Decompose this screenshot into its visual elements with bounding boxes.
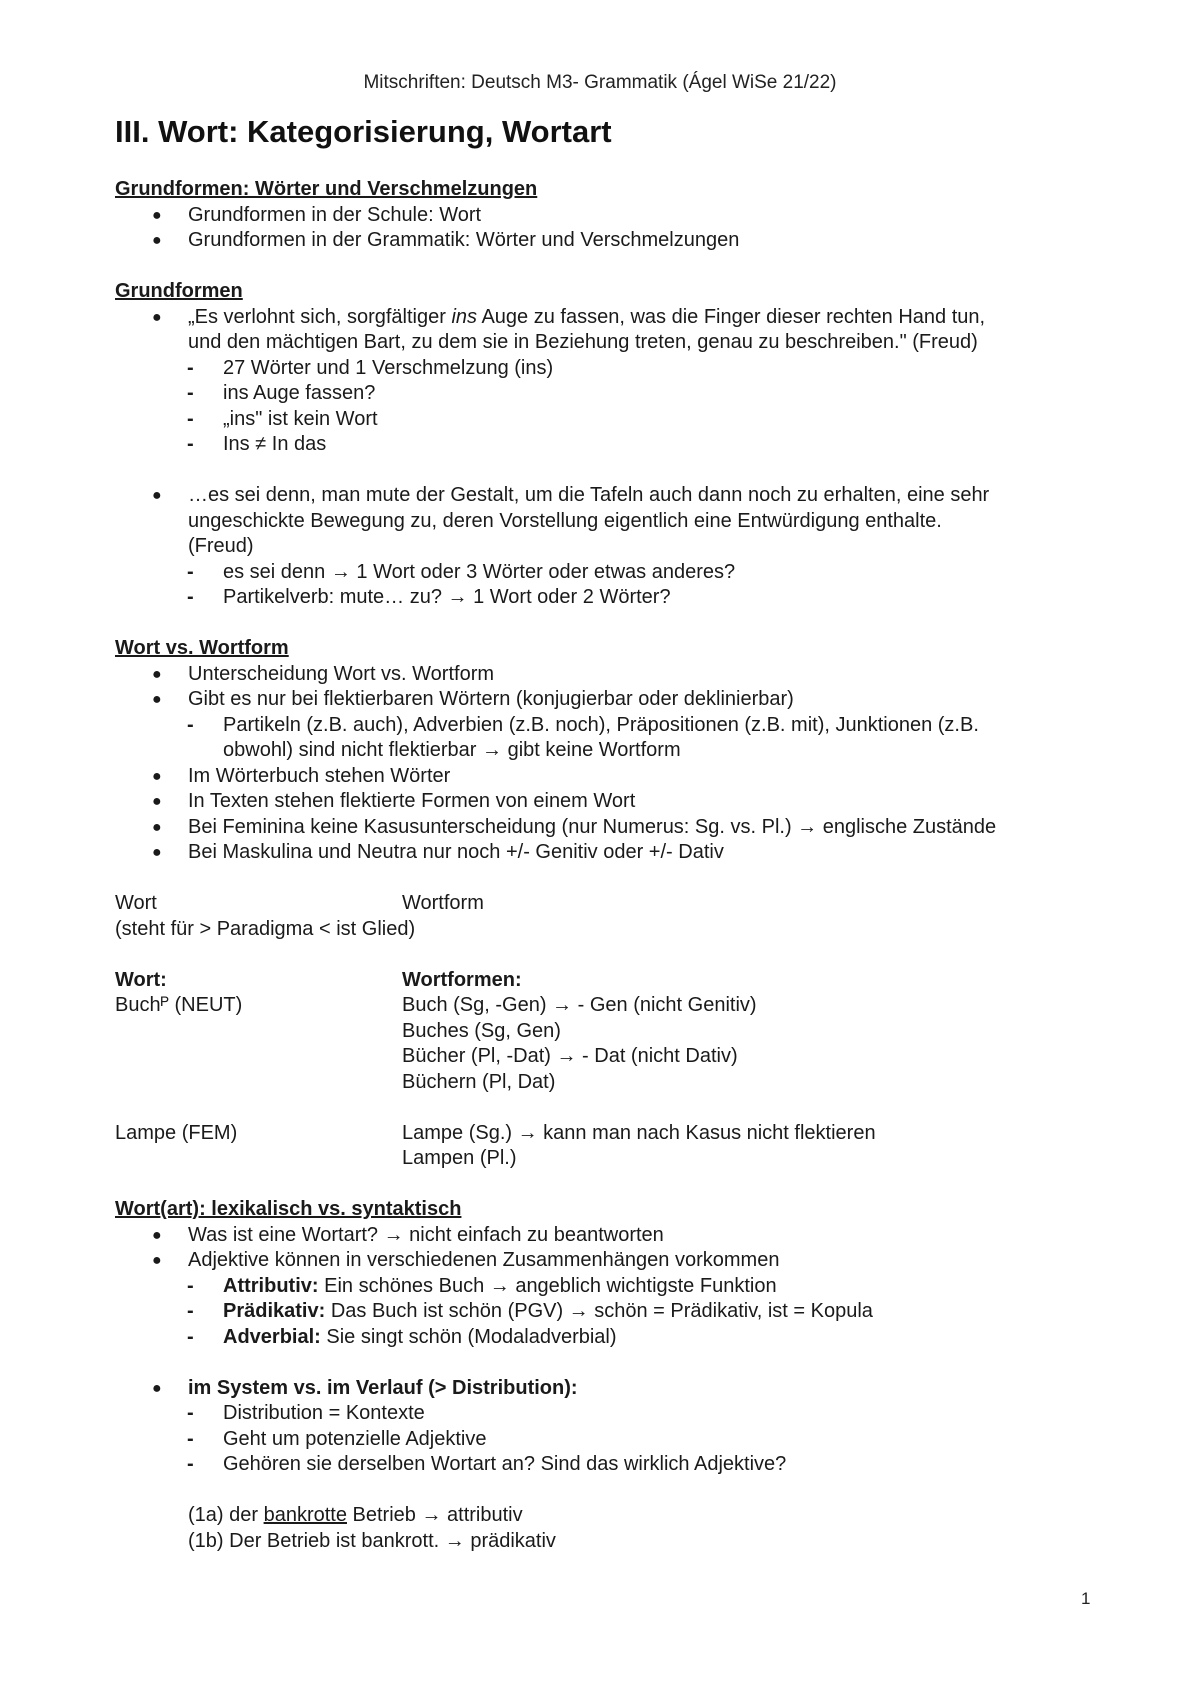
page-title: III. Wort: Kategorisierung, Wortart [115,114,612,149]
wortform-line: Bücher (Pl, -Dat) → - Dat (nicht Dativ) [402,1045,738,1067]
list-item: ● Im Wörterbuch stehen Wörter [152,764,451,787]
bullet-list [115,1223,1115,1274]
dash-list [115,1274,1115,1351]
list-item: ● „Es verlohnt sich, sorgfältiger ins Auge zu fassen, was die Finger dieser rechten Hand tun, und den mächtigen Bart, zu dem sie in Beziehung treten, genau zu beschreiben." (Freud) [152,305,986,353]
document-body [115,112,1115,1554]
wort-wortform-row [115,891,1115,917]
table-cell [402,993,1115,1095]
bullet-list [115,1376,1115,1402]
list-item: ● Adjektive können in verschiedenen Zusammenhängen vorkommen [152,1249,780,1271]
list-item: - Geht um potenzielle Adjektive [187,1427,487,1450]
wortform-line: Lampen (Pl.) [402,1147,517,1169]
wortform-line: Buch (Sg, -Gen) → - Gen (nicht Genitiv) [402,994,757,1016]
dash-list [115,560,1115,611]
list-item: ● Bei Maskulina und Neutra nur noch +/- Genitiv oder +/- Dativ [152,841,724,863]
table-cell: Buchᴾ (NEUT) [115,994,243,1016]
list-item: ● Grundformen in der Grammatik: Wörter und Verschmelzungen [152,229,740,251]
running-header: Mitschriften: Deutsch M3- Grammatik (Ágel WiSe 21/22) [363,72,837,93]
table-header-cell: Wortformen: [402,968,522,991]
wortform-line: Büchern (Pl, Dat) [402,1070,556,1093]
dash-list [115,356,1115,458]
list-item: - Adverbial: Sie singt schön (Modaladverbial) [187,1325,617,1348]
section-heading-wortart: Wort(art): lexikalisch vs. syntaktisch [115,1198,462,1220]
list-item: - Prädikativ: Das Buch ist schön (PGV) → schön = Prädikativ, ist = Kopula [187,1300,873,1322]
bullet-list [115,203,1115,254]
list-item: - Distribution = Kontexte [187,1402,425,1424]
bullet-list [115,662,1115,713]
list-item: - Partikelverb: mute… zu? → 1 Wort oder 2 Wörter? [187,586,671,608]
table-row-lampe [115,1121,1115,1172]
list-item: - Partikeln (z.B. auch), Adverbien (z.B. noch), Präpositionen (z.B. mit), Junktionen (z.B. obwohl) sind nicht flektierbar → gibt keine Wortform [187,713,979,761]
table-cell: Wortform [402,892,484,914]
section-heading-wort-vs-wortform: Wort vs. Wortform [115,637,289,659]
list-item: ● Gibt es nur bei flektierbaren Wörtern (konjugierbar oder deklinierbar) [152,688,794,710]
dash-list [115,713,1115,764]
dash-list [115,1401,1115,1478]
bullet-list [115,483,1115,560]
table-cell: Lampe (FEM) [115,1121,238,1144]
bullet-list [115,305,1115,356]
table-header-row [115,968,1115,994]
table-header-cell: Wort: [115,968,167,991]
example-1b: (1b) Der Betrieb ist bankrott. → prädikativ [188,1529,556,1552]
table-row-buch [115,993,1115,1095]
list-item: - es sei denn → 1 Wort oder 3 Wörter oder etwas anderes? [187,560,736,583]
wortform-line: Buches (Sg, Gen) [402,1019,561,1042]
list-item: ● Grundformen in der Schule: Wort [152,203,482,226]
list-item: ● …es sei denn, man mute der Gestalt, um die Tafeln auch dann noch zu erhalten, eine sehr ungeschickte Bewegung zu, deren Vorstellung eigentlich eine Entwürdigung enthalte. (Freud) [152,484,990,557]
example-1a: (1a) der bankrotte Betrieb → attributiv [188,1504,523,1526]
list-item: ● Unterscheidung Wort vs. Wortform [152,662,495,685]
paradigma-note: (steht für > Paradigma < ist Glied) [115,917,416,940]
list-item: ● In Texten stehen flektierte Formen von einem Wort [152,790,636,812]
bullet-list [115,764,1115,866]
list-item: - „ins" ist kein Wort [187,407,378,430]
list-item: ● Bei Feminina keine Kasusunterscheidung (nur Numerus: Sg. vs. Pl.) → englische Zustände [152,815,997,838]
section-heading-grundformen: Grundformen [115,280,243,302]
wortform-line: Lampe (Sg.) → kann man nach Kasus nicht flektieren [402,1121,876,1144]
page-number: 1 [1081,1589,1091,1608]
list-item: - Gehören sie derselben Wortart an? Sind das wirklich Adjektive? [187,1453,787,1475]
list-item: - Ins ≠ In das [187,433,327,455]
list-item: - 27 Wörter und 1 Verschmelzung (ins) [187,356,554,379]
section-heading-grundformen-woerter: Grundformen: Wörter und Verschmelzungen [115,178,538,200]
list-item: ● Was ist eine Wortart? → nicht einfach zu beantworten [152,1223,664,1246]
table-cell: Wort [115,892,157,914]
list-item: - ins Auge fassen? [187,382,376,404]
table-cell [402,1121,1115,1172]
list-item: - Attributiv: Ein schönes Buch → angeblich wichtigste Funktion [187,1274,777,1297]
list-item: ● im System vs. im Verlauf (> Distribution): [152,1376,578,1399]
